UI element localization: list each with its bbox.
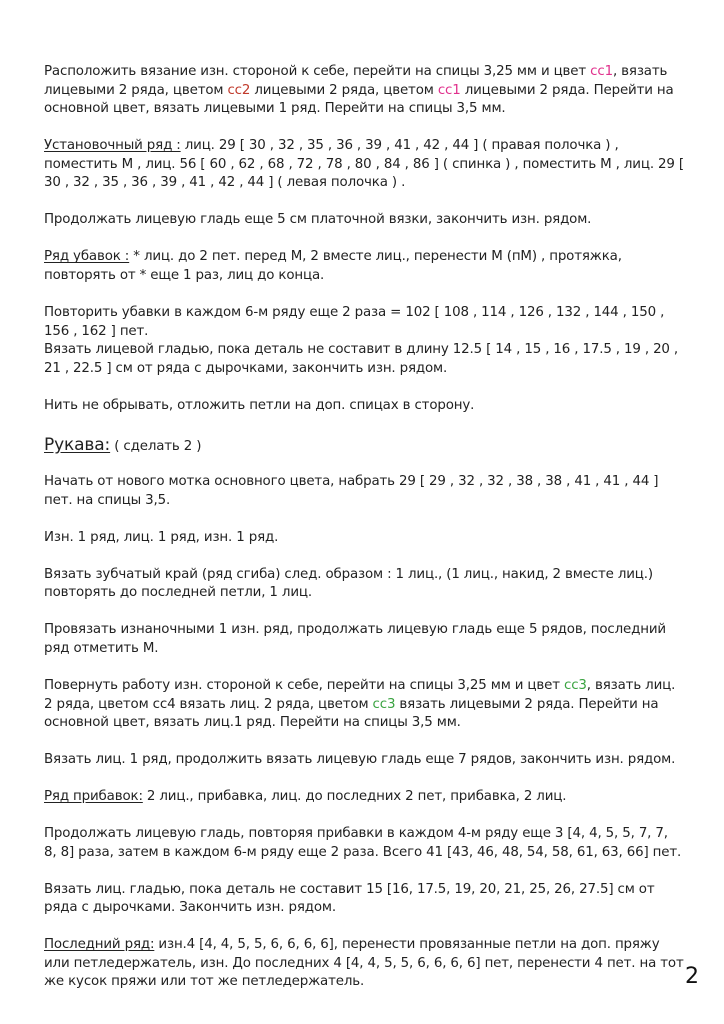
color-code-cc3: сс3 — [563, 677, 587, 693]
text-segment: , вязать лиц. 2 ряда, цветом сс4 вязать лиц. 2 ряда, цветом — [44, 677, 676, 712]
text-segment: Расположить вязание изн. стороной к себе, перейти на спицы 3,25 мм и цвет — [44, 64, 591, 79]
text-segment: лицевыми 2 ряда. Перейти на основной цвет, вязать лицевыми 1 ряд. Перейти на спицы 3,5 мм. — [44, 82, 674, 117]
text-segment: лицевыми 2 ряда, цветом — [250, 82, 438, 98]
paragraph-cast-on: Начать от нового мотка основного цвета, набрать 29 [ 29 , 32 , 32 , 38 , 38 , 41 , 41 , 44 ] пет. на спицы 3,5. — [44, 474, 659, 508]
sleeves-heading — [44, 435, 684, 457]
last-row-label: Последний ряд: — [44, 937, 155, 953]
color-code-cc1: сс1 — [437, 82, 461, 98]
paragraph-repeat-decreases: Повторить убавки в каждом 6-м ряду еще 2 раза = 102 [ 108 , 114 , 126 , 132 , 144 , 150 , 156 , 162 ] пет. — [44, 304, 665, 339]
color-code-cc3: сс3 — [372, 696, 396, 712]
paragraph-first-rows: Изн. 1 ряд, лиц. 1 ряд, изн. 1 ряд. — [44, 529, 279, 545]
sleeves-title: Рукава: — [44, 435, 111, 456]
paragraph-sleeve-color-change — [44, 677, 684, 733]
text-segment: 2 лиц., прибавка, лиц. до последних 2 пет, прибавка, 2 лиц. — [142, 789, 567, 805]
text-segment: * лиц. до 2 пет. перед М, 2 вместе лиц., перенести М (пМ) , протяжка, повторять от * еще 1 раз, лиц до конца. — [44, 249, 622, 283]
paragraph-knit-length: Вязать лицевой гладью, пока деталь не составит в длину 12.5 [ 14 , 15 , 16 , 17.5 , 19 , 20 , 21 , 22.5 ] см от ряда с дырочками, закончить изн. рядом. — [44, 342, 679, 376]
text-segment: вязать лицевыми 2 ряда. Перейти на основной цвет, вязать лиц.1 ряд. Перейти на спицы 3,5 мм. — [44, 696, 659, 731]
paragraph-increase-row — [44, 788, 684, 807]
paragraph-continue-stockinette: Продолжать лицевую гладь еще 5 см платочной вязки, закончить изн. рядом. — [44, 212, 592, 228]
sleeves-note: ( сделать 2 ) — [110, 439, 202, 455]
paragraph-knit-seven-rows: Вязать лиц. 1 ряд, продолжить вязать лицевую гладь еще 7 рядов, закончить изн. рядом. — [44, 752, 676, 768]
paragraph-decrease-row — [44, 248, 684, 285]
decrease-row-label: Ряд убавок : — [44, 249, 130, 265]
paragraph-sleeve-length: Вязать лиц. гладью, пока деталь не составит 15 [16, 17.5, 19, 20, 21, 25, 26, 27.5] см от ряда с дырочками. Закончить изн. рядом. — [44, 881, 655, 916]
text-segment: Повернуть работу изн. стороной к себе, перейти на спицы 3,25 мм и цвет — [44, 677, 564, 693]
paragraph-set-aside: Нить не обрывать, отложить петли на доп. спицах в сторону. — [44, 397, 475, 413]
color-code-cc1: сс1 — [590, 64, 613, 79]
color-code-cc2: сс2 — [227, 82, 251, 98]
paragraph-purl-row: Провязать изнаночными 1 изн. ряд, продолжать лицевую гладь еще 5 рядов, последний ряд отметить М. — [44, 622, 666, 656]
document-body — [44, 63, 684, 1010]
page-number: 2 — [685, 964, 699, 989]
paragraph-setup-row — [44, 137, 684, 193]
increase-row-label: Ряд прибавок: — [44, 789, 143, 805]
paragraph-repeat-increases: Продолжать лицевую гладь, повторяя прибавки в каждом 4-м ряду еще 3 [4, 4, 5, 5, 7, 7, 8, 8] раза, затем в каждом 6-м ряду еще 2 раза. Всего 41 [43, 46, 48, 54, 58, 61, 63, 66] пет. — [44, 826, 682, 860]
paragraph-picot-edge: Вязать зубчатый край (ряд сгиба) след. образом : 1 лиц., (1 лиц., накид, 2 вместе лиц.) повторять до последней петли, 1 лиц. — [44, 566, 653, 601]
text-segment: изн.4 [4, 4, 5, 5, 6, 6, 6, 6], перенести провязанные петли на доп. пряжу или петледержатель, изн. До последних 4 [4, 4, 5, 5, 6, 6, 6, 6] пет, перенести 4 пет. на тот же кусок пряжи или тот же петледержатель. — [44, 937, 684, 990]
paragraph-color-change — [44, 63, 684, 119]
setup-row-label: Установочный ряд : — [44, 138, 181, 154]
text-segment: , вязать лицевыми 2 ряда, цветом — [44, 64, 668, 98]
text-segment: лиц. 29 [ 30 , 32 , 35 , 36 , 39 , 41 , 42 , 44 ] ( правая полочка ) , поместить М , лиц. 56 [ 60 , 62 , 68 , 72 , 78 , 80 , 84 , 86 ] ( спинка ) , поместить М , лиц. 29 [ 30 , 32 , 35 , 36 , 39 , 41 , 42 , 44 ] ( левая полочка ) . — [44, 138, 684, 191]
paragraph-last-row — [44, 936, 684, 992]
